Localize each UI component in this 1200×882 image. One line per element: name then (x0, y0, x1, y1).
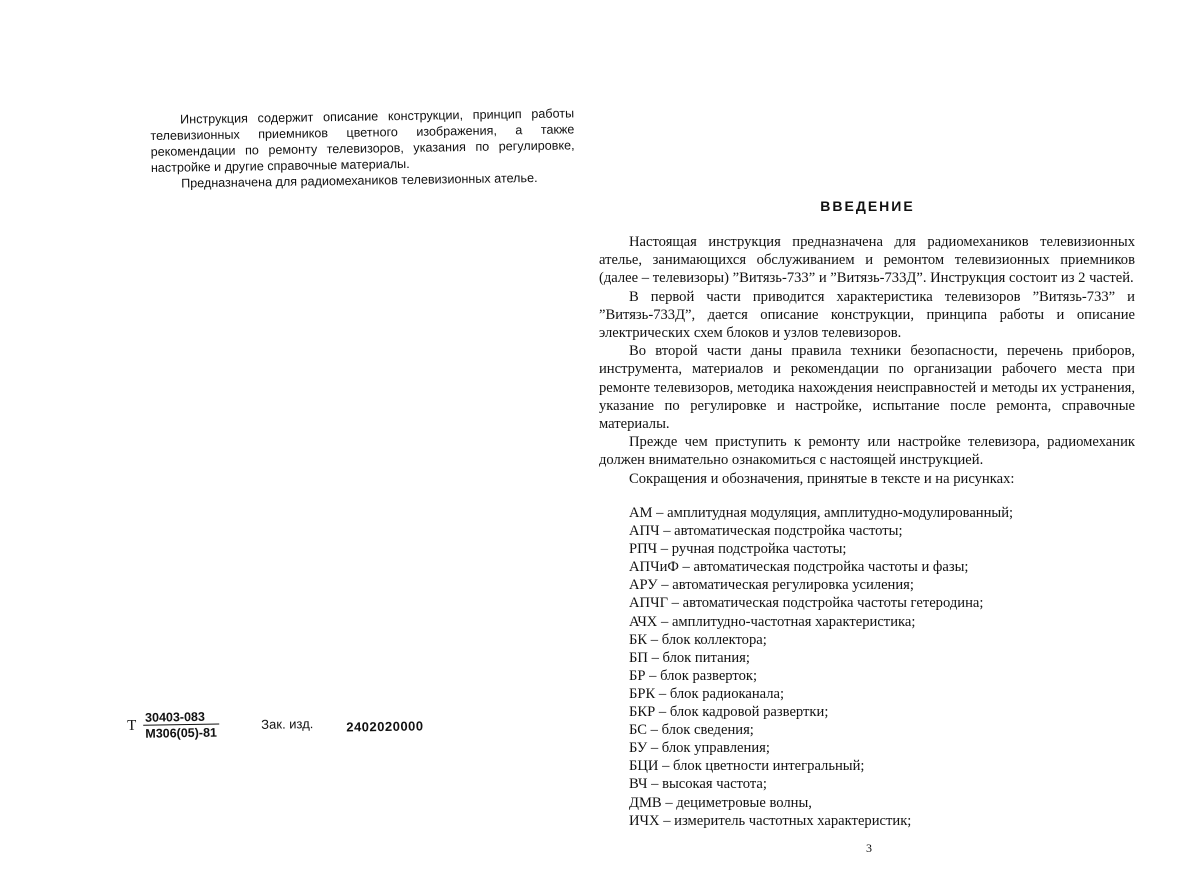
abbreviation-item: АПЧ – автоматическая подстройка частоты; (629, 522, 1139, 540)
abbreviation-list (629, 504, 1139, 830)
abbreviation-item: БК – блок коллектора; (629, 631, 1139, 649)
abbreviation-item: БП – блок питания; (629, 649, 1139, 667)
abbreviation-item: АПЧиФ – автоматическая подстройка частоты и фазы; (629, 558, 1139, 576)
order-label: Зак. изд. (261, 716, 313, 732)
abbreviation-item: БУ – блок управления; (629, 739, 1139, 757)
order-code: 2402020000 (346, 718, 424, 734)
abstract-paragraph-2: Предназначена для радиомехаников телевизионных ателье. (151, 169, 575, 192)
section-heading: ВВЕДЕНИЕ (600, 198, 1135, 214)
abbreviation-item: БЦИ – блок цветности интегральный; (629, 757, 1139, 775)
intro-paragraph-1: Настоящая инструкция предназначена для радиомехаников телевизионных ателье, занимающихся обслуживанием и ремонтом телевизионных приемников (далее – телевизоры) ”Витязь-733” и ”Витязь-733Д”. Инструкция состоит из 2 частей. (599, 233, 1135, 288)
abbreviation-item: БРК – блок радиоканала; (629, 685, 1139, 703)
imprint-numerator: 30403-083 (143, 710, 219, 726)
introduction-text (599, 233, 1135, 488)
page-number: 3 (866, 841, 872, 856)
abbreviation-item: АЧХ – амплитудно-частотная характеристика; (629, 613, 1139, 631)
abbreviation-item: ВЧ – высокая частота; (629, 775, 1139, 793)
intro-paragraph-4: Прежде чем приступить к ремонту или настройке телевизора, радиомеханик должен внимательно ознакомиться с настоящей инструкцией. (599, 433, 1135, 469)
intro-paragraph-2: В первой части приводится характеристика телевизоров ”Витязь-733” и ”Витязь-733Д”, дается описание конструкции, принципа работы и описание электрических схем блоков и узлов телевизоров. (599, 288, 1135, 343)
abstract-block (150, 105, 575, 192)
abbreviation-item: БКР – блок кадровой развертки; (629, 703, 1139, 721)
intro-paragraph-3: Во второй части даны правила техники безопасности, перечень приборов, инструмента, материалов и рекомендации по организации рабочего места при ремонте телевизоров, методика нахождения неисправностей и методы их устранения, указание по регулировке и настройке, испытание после ремонта, справочные материалы. (599, 342, 1135, 433)
abbreviation-item: РПЧ – ручная подстройка частоты; (629, 540, 1139, 558)
abbreviation-item: ИЧХ – измеритель частотных характеристик; (629, 812, 1139, 830)
imprint-denominator: М306(05)-81 (143, 725, 219, 741)
abbreviation-item: АМ – амплитудная модуляция, амплитудно-модулированный; (629, 504, 1139, 522)
abstract-paragraph-1: Инструкция содержит описание конструкции, принцип работы телевизионных приемников цветного изображения, а также рекомендации по ремонту телевизоров, указания по регулировке, настройке и другие справочные материалы. (150, 105, 575, 176)
publication-imprint (127, 706, 448, 747)
imprint-prefix: Т (127, 718, 136, 735)
abbreviation-item: БР – блок разверток; (629, 667, 1139, 685)
abbreviation-item: БС – блок сведения; (629, 721, 1139, 739)
abbreviation-item: ДМВ – дециметровые волны, (629, 794, 1139, 812)
abbreviation-item: АПЧГ – автоматическая подстройка частоты гетеродина; (629, 594, 1139, 612)
intro-paragraph-5: Сокращения и обозначения, принятые в тексте и на рисунках: (599, 470, 1135, 488)
imprint-fraction (143, 710, 219, 741)
abbreviation-item: АРУ – автоматическая регулировка усиления; (629, 576, 1139, 594)
